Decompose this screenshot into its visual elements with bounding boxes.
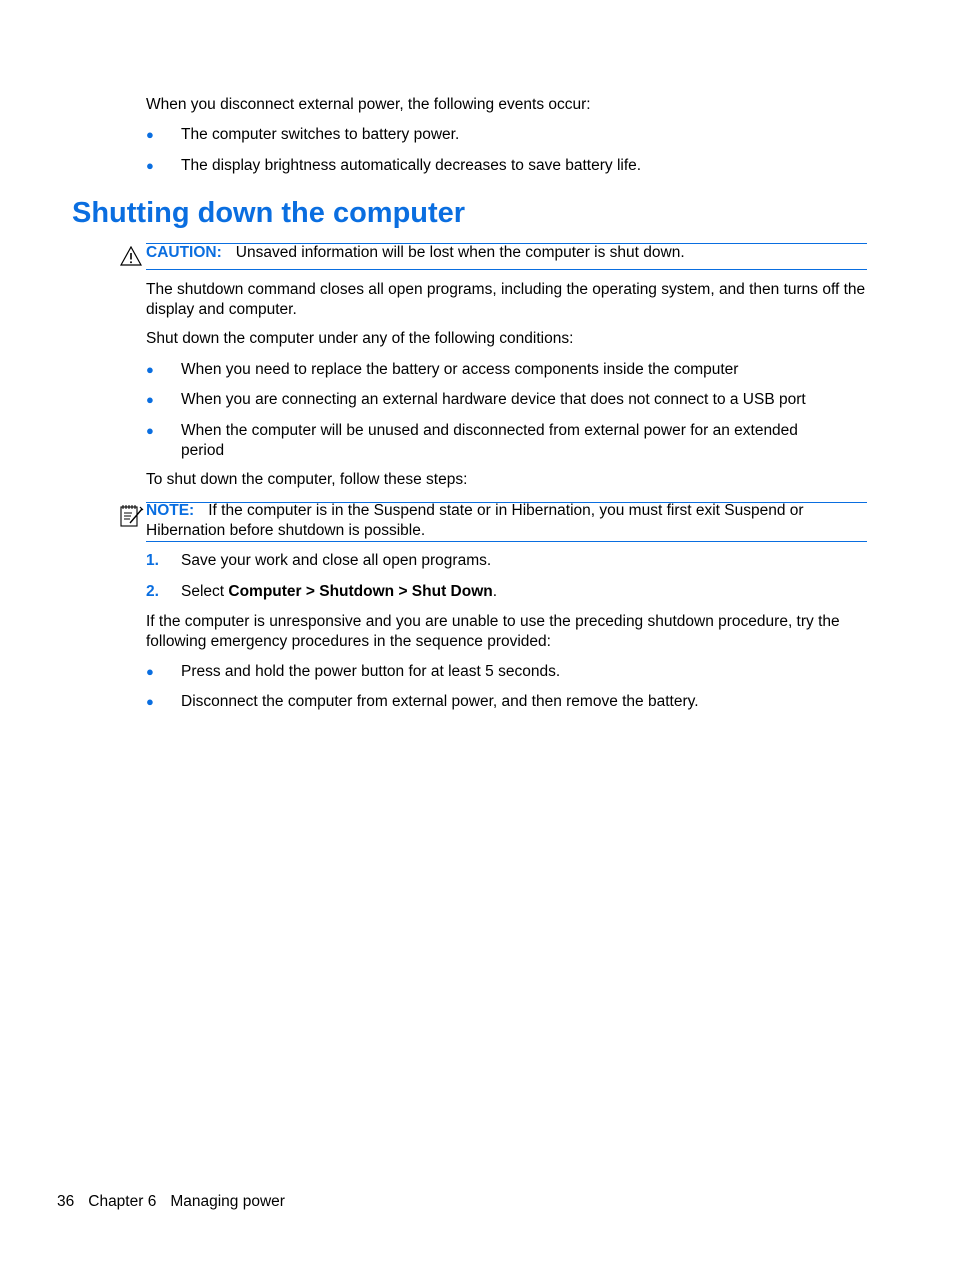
chapter-label: Chapter 6 — [88, 1193, 157, 1210]
note-label: NOTE: — [146, 502, 195, 519]
list-item: The display brightness automatically decreases to save battery life. — [181, 157, 642, 174]
menu-path: Computer > Shutdown > Shut Down — [228, 583, 493, 600]
section-title: Shutting down the computer — [72, 197, 466, 229]
bullet-icon: ● — [146, 127, 154, 142]
step-text-suffix: . — [492, 583, 498, 600]
steps-intro: To shut down the computer, follow these steps: — [146, 471, 468, 488]
caution-label: CAUTION: — [146, 244, 222, 261]
conditions-intro: Shut down the computer under any of the following conditions: — [146, 330, 574, 347]
list-item: The computer switches to battery power. — [181, 126, 460, 143]
page-number: 36 — [57, 1193, 75, 1210]
chapter-title: Managing power — [170, 1193, 285, 1210]
page-footer — [57, 1192, 299, 1211]
bullet-icon: ● — [146, 362, 154, 377]
warning-triangle-icon — [120, 246, 142, 266]
shutdown-description: The shutdown command closes all open programs, including the operating system, and then turns off the display and computer. — [146, 281, 866, 318]
list-item: When you are connecting an external hardware device that does not connect to a USB port — [181, 391, 806, 408]
caution-block — [146, 243, 868, 263]
list-item: Disconnect the computer from external power, and then remove the battery. — [181, 693, 699, 710]
bullet-icon: ● — [146, 392, 154, 407]
emergency-intro: If the computer is unresponsive and you are unable to use the preceding shutdown procedure, try the following emergency procedures in the sequence provided: — [146, 613, 840, 650]
step-text-prefix: Select — [181, 583, 229, 600]
step-text — [181, 582, 871, 602]
list-item: Press and hold the power button for at least 5 seconds. — [181, 663, 561, 680]
note-text: If the computer is in the Suspend state or in Hibernation, you must first exit Suspend or Hibernation before shutdown is possible. — [146, 502, 804, 539]
caution-text: Unsaved information will be lost when the computer is shut down. — [235, 244, 685, 261]
note-pad-icon — [119, 503, 144, 528]
intro-paragraph: When you disconnect external power, the following events occur: — [146, 96, 591, 113]
step-text: Save your work and close all open programs. — [181, 552, 492, 569]
caution-bottom-rule — [146, 269, 867, 270]
step-number: 1. — [146, 552, 159, 569]
bullet-icon: ● — [146, 423, 154, 438]
bullet-icon: ● — [146, 664, 154, 679]
step-number: 2. — [146, 583, 159, 600]
bullet-icon: ● — [146, 694, 154, 709]
list-item: When you need to replace the battery or access components inside the computer — [181, 361, 739, 378]
note-bottom-rule — [146, 541, 867, 542]
list-item: When the computer will be unused and disconnected from external power for an extended period — [181, 422, 798, 459]
bullet-icon: ● — [146, 158, 154, 173]
note-block — [146, 501, 868, 540]
